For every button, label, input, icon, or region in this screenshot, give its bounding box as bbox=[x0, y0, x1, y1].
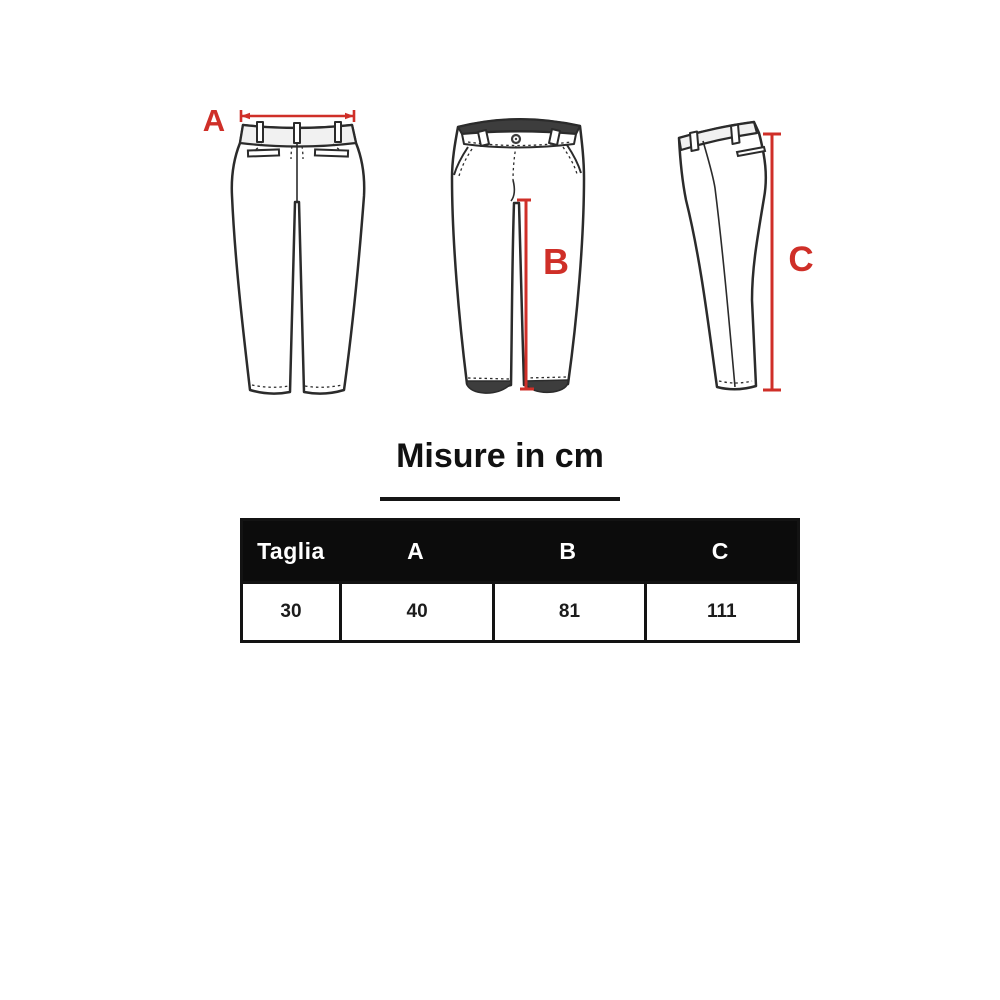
page-title: Misure in cm bbox=[396, 437, 604, 475]
table-row bbox=[243, 581, 797, 640]
belt-loop bbox=[731, 125, 740, 145]
belt-loop bbox=[294, 123, 300, 143]
measure-arrow-a bbox=[241, 110, 354, 122]
title-underline bbox=[380, 497, 620, 501]
cell-measure-c: 111 bbox=[644, 584, 797, 640]
header-cell-c: C bbox=[711, 537, 729, 564]
size-table bbox=[240, 518, 800, 643]
belt-loop bbox=[549, 129, 560, 145]
header-cell-b: B bbox=[559, 537, 577, 564]
belt-loop bbox=[335, 122, 341, 142]
header-cell-a: A bbox=[407, 537, 425, 564]
pants-side-view bbox=[679, 122, 766, 389]
cell-measure-b: 81 bbox=[492, 584, 643, 640]
cell-size: 30 bbox=[280, 601, 302, 622]
measure-label-a: A bbox=[202, 103, 226, 138]
table-header-row bbox=[243, 521, 797, 581]
header-cell-taglia: Taglia bbox=[257, 537, 325, 564]
measure-label-c: C bbox=[788, 240, 814, 279]
measure-label-b: B bbox=[543, 241, 569, 282]
pants-back-view bbox=[232, 122, 364, 394]
pants-diagrams bbox=[0, 0, 1000, 430]
belt-loop bbox=[478, 130, 489, 146]
hem-shadow bbox=[467, 381, 511, 393]
belt-loop bbox=[257, 122, 263, 142]
belt-loop bbox=[690, 132, 699, 152]
back-pocket bbox=[248, 149, 279, 156]
back-pocket bbox=[315, 149, 348, 156]
cell-measure-a: 40 bbox=[339, 584, 492, 640]
